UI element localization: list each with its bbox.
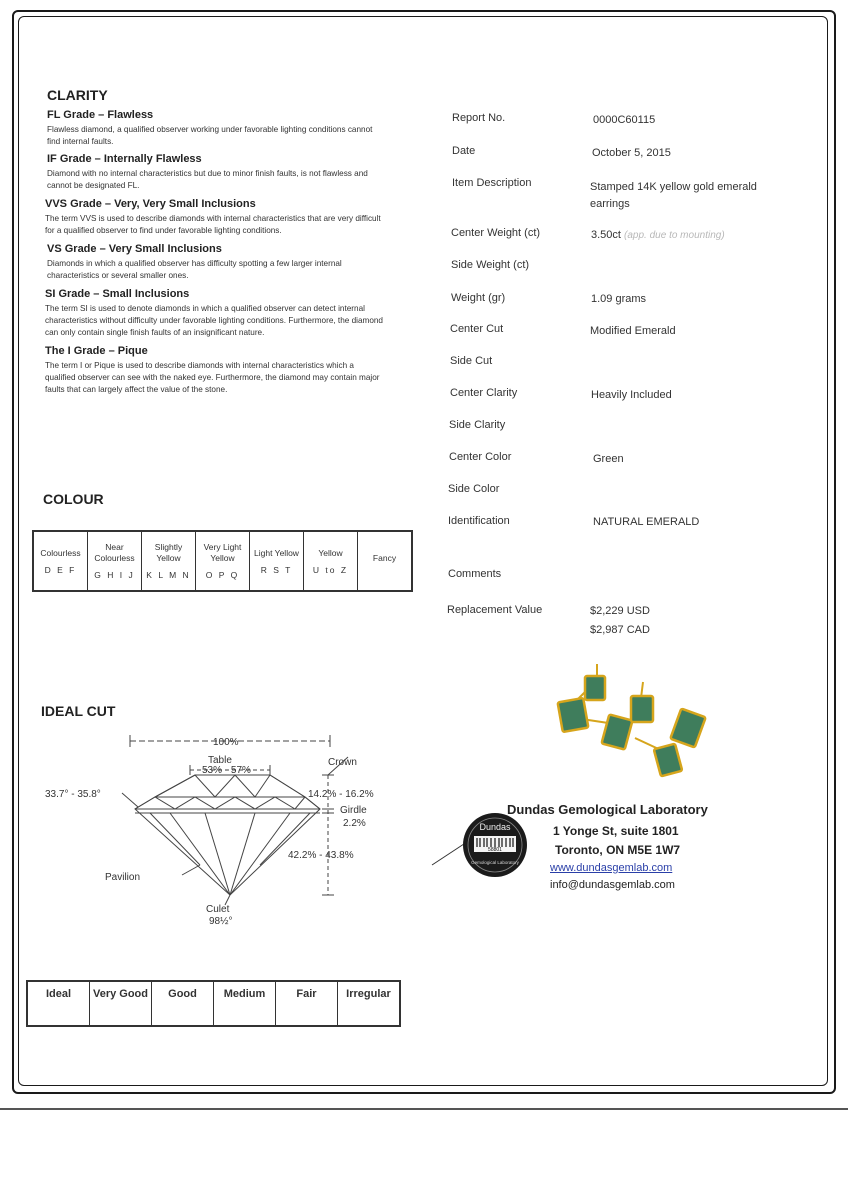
cut-grade-cell: Good [152,981,214,1026]
report-replacement-usd: $2,229 USD [590,605,650,617]
report-item-description: Stamped 14K yellow gold emerald earrings [590,181,757,210]
grade-desc: The term SI is used to denote diamonds in which a qualified observer can detect internal characteristics without difficulty under favorable lighting conditions. Furthermore, the diamond can only contain single finish faults of an insignificant nature. [45,304,383,337]
report-label: Report No. [452,112,506,124]
report-label: Center Weight (ct) [451,227,541,239]
colour-cell-label: Slightly Yellow [154,542,183,563]
colour-cell-letters: D E F [44,564,77,575]
colour-cell [250,531,304,591]
culet-label: Culet [206,904,230,915]
pavilion-percent-label: 42.2% - 43.8% [288,850,354,861]
colour-cell-letters: U to Z [312,564,349,575]
pavilion-facet [205,813,230,895]
pavilion-facet [150,813,200,865]
total-width-label: 100% [213,737,239,748]
table-label: Table [208,755,232,766]
grade-title: IF Grade – Internally Flawless [47,153,202,165]
ideal-cut-title: IDEAL CUT [41,703,116,719]
cut-grade-cell: Medium [214,981,276,1026]
clarity-grade-vvs [45,198,385,237]
pavilion-label: Pavilion [105,872,141,883]
center-weight-note: (app. due to mounting) [624,230,725,241]
emerald-stone [654,744,682,777]
center-weight-value: 3.50ct [591,229,621,241]
pavilion-pointer [182,865,200,875]
report-center-weight [591,229,725,241]
colour-cell [33,531,88,591]
grade-title: The I Grade – Pique [45,345,148,357]
grade-title: VVS Grade – Very, Very Small Inclusions [45,198,256,210]
report-label: Side Cut [450,355,493,367]
clarity-grade-if [47,153,387,192]
girdle-label: Girdle [340,805,367,816]
report-label: Side Weight (ct) [451,259,530,271]
earrings-photo [545,662,720,787]
colour-cell-label: Near Colourless [94,542,135,563]
bottom-rule [0,1108,848,1110]
table-percent-label: 53% - 57% [202,765,251,776]
report-label: Weight (gr) [451,292,506,304]
report-date: October 5, 2015 [592,147,671,159]
clarity-grade-si [45,288,385,339]
crown-label: Crown [328,757,357,768]
colour-cell [88,531,142,591]
clarity-grade-i [45,345,385,396]
pavilion-facet [170,813,230,895]
emerald-stone [602,714,633,749]
report-replacement-cad: $2,987 CAD [590,624,650,636]
clarity-grade-fl [47,109,387,148]
lab-email: info@dundasgemlab.com [550,879,675,891]
colour-cell [304,531,358,591]
lab-website-link[interactable]: www.dundasgemlab.com [550,862,673,874]
report-label: Side Clarity [449,419,506,431]
grade-desc: The term I or Pique is used to describe diamonds with internal characteristics which a qualified observer can see with the naked eye. Furthermore, the diamond may contain major faults that can largely affect the value of the stone. [45,361,380,394]
colour-cell [196,531,250,591]
report-label: Center Clarity [450,387,518,399]
colour-cell-letters: O P Q [205,570,240,580]
report-weight-gr: 1.09 grams [591,293,647,305]
colour-cell [142,531,196,591]
grade-desc: Diamond with no internal characteristics but due to minor finish faults, is not flawless and cannot be designated FL. [47,169,368,190]
grade-desc: The term VVS is used to describe diamonds with internal characteristics that are very difficult for a qualified observer to find under favorable lighting conditions. [45,214,381,235]
colour-cell-label: Fancy [372,552,397,563]
report-label: Identification [448,515,510,527]
lab-name: Dundas Gemological Laboratory [507,802,708,817]
clarity-grade-vs [47,243,387,282]
lab-address-2: Toronto, ON M5E 1W7 [555,843,681,857]
clarity-title: CLARITY [47,87,108,103]
cut-grade-cell: Ideal [27,981,90,1026]
crown-angle-pointer [122,793,138,807]
emerald-stone [631,696,653,722]
colour-cell-letters: K L M N [146,570,191,580]
report-identification: NATURAL EMERALD [593,516,700,528]
colour-cell-label: Yellow [318,547,343,558]
cut-grade-cell: Irregular [338,981,401,1026]
report-label: Center Color [449,451,512,463]
grade-title: VS Grade – Very Small Inclusions [47,243,222,255]
report-label: Side Color [448,483,500,495]
cut-grade-cell: Fair [276,981,338,1026]
seal-number: 58801 [488,847,502,853]
colour-scale-table [32,530,413,592]
report-label: Comments [448,568,502,580]
colour-cell-label: Very Light Yellow [203,542,242,563]
colour-cell-letters: G H I J [94,570,135,580]
pavilion-facet [230,813,290,895]
emerald-stone [585,676,605,700]
report-label: Center Cut [450,323,504,335]
colour-title: COLOUR [43,491,104,507]
colour-cell-letters: R S T [260,564,293,575]
crown-percent-label: 14.2% - 16.2% [308,789,374,800]
lab-address-1: 1 Yonge St, suite 1801 [553,824,679,838]
cut-grade-table [26,980,401,1027]
colour-cell-label: Colourless [40,547,81,558]
report-center-cut: Modified Emerald [590,325,676,337]
grade-title: SI Grade – Small Inclusions [45,288,190,300]
grade-desc: Diamonds in which a qualified observer has difficulty spotting a few larger internal characteristics or several smaller ones. [47,259,342,280]
seal-text-bottom: Gemological Laboratory [471,860,519,865]
report-number: 0000C60115 [593,114,656,126]
girdle-percent-label: 2.2% [343,818,366,829]
report-label: Date [452,145,476,157]
crown-facets [155,775,305,797]
report-label: Replacement Value [447,604,543,616]
grade-desc: Flawless diamond, a qualified observer working under favorable lighting conditions cannot find internal faults. [47,125,373,146]
diamond-proportion-diagram [30,725,410,940]
colour-cell [358,531,413,591]
seal-text-top: Dundas [479,822,511,832]
colour-cell-label: Light Yellow [254,547,299,558]
culet-angle-label: 98½° [209,916,233,927]
crown-angle-label: 33.7° - 35.8° [45,789,101,800]
crown-lower-facets [135,797,320,809]
emerald-stone [558,698,589,732]
report-center-clarity: Heavily Included [591,389,672,401]
grade-title: FL Grade – Flawless [47,109,154,121]
report-label: Item Description [452,177,532,189]
cut-grade-cell: Very Good [90,981,152,1026]
emerald-stone [670,709,705,748]
report-center-color: Green [593,453,624,465]
